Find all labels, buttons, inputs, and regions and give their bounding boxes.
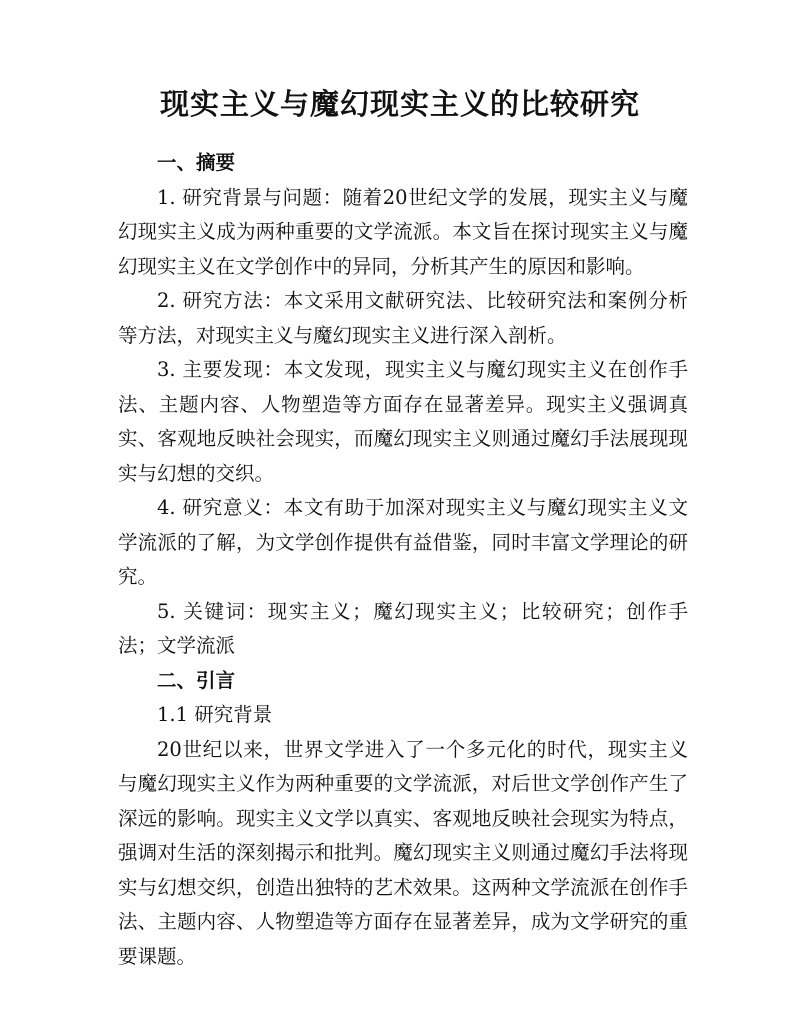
abstract-item-significance: 4. 研究意义：本文有助于加深对现实主义与魔幻现实主义文学流派的了解，为文学创作提供有益借鉴，同时丰富文学理论的研究。 xyxy=(118,496,688,588)
abstract-heading: 一、摘要 xyxy=(157,151,236,174)
document-body xyxy=(118,146,688,974)
introduction-paragraph: 20世纪以来，世界文学进入了一个多元化的时代，现实主义与魔幻现实主义作为两种重要的文学流派，对后世文学创作产生了深远的影响。现实主义文学以真实、客观地反映社会现实为特点，强调对生活的深刻揭示和批判。魔幻现实主义则通过魔幻手法将现实与幻想交织，创造出独特的艺术效果。这两种文学流派在创作手法、主题内容、人物塑造等方面存在显著差异，成为文学研究的重要课题。 xyxy=(118,737,688,968)
introduction-heading: 二、引言 xyxy=(157,668,236,692)
abstract-item-methods: 2. 研究方法：本文采用文献研究法、比较研究法和案例分析等方法，对现实主义与魔幻现实主义进行深入剖析。 xyxy=(118,289,688,347)
abstract-item-findings: 3. 主要发现：本文发现，现实主义与魔幻现实主义在创作手法、主题内容、人物塑造等方面存在显著差异。现实主义强调真实、客观地反映社会现实，而魔幻现实主义则通过魔幻手法展现现实与幻想的交织。 xyxy=(118,358,688,485)
document-title: 现实主义与魔幻现实主义的比较研究 xyxy=(159,87,640,121)
abstract-item-background: 1. 研究背景与问题：随着20世纪文学的发展，现实主义与魔幻现实主义成为两种重要的文学流派。本文旨在探讨现实主义与魔幻现实主义在文学创作中的异同，分析其产生的原因和影响。 xyxy=(118,185,688,278)
abstract-item-keywords: 5. 关键词：现实主义；魔幻现实主义；比较研究；创作手法；文学流派 xyxy=(118,599,688,657)
introduction-subheading: 1.1 研究背景 xyxy=(157,703,273,726)
